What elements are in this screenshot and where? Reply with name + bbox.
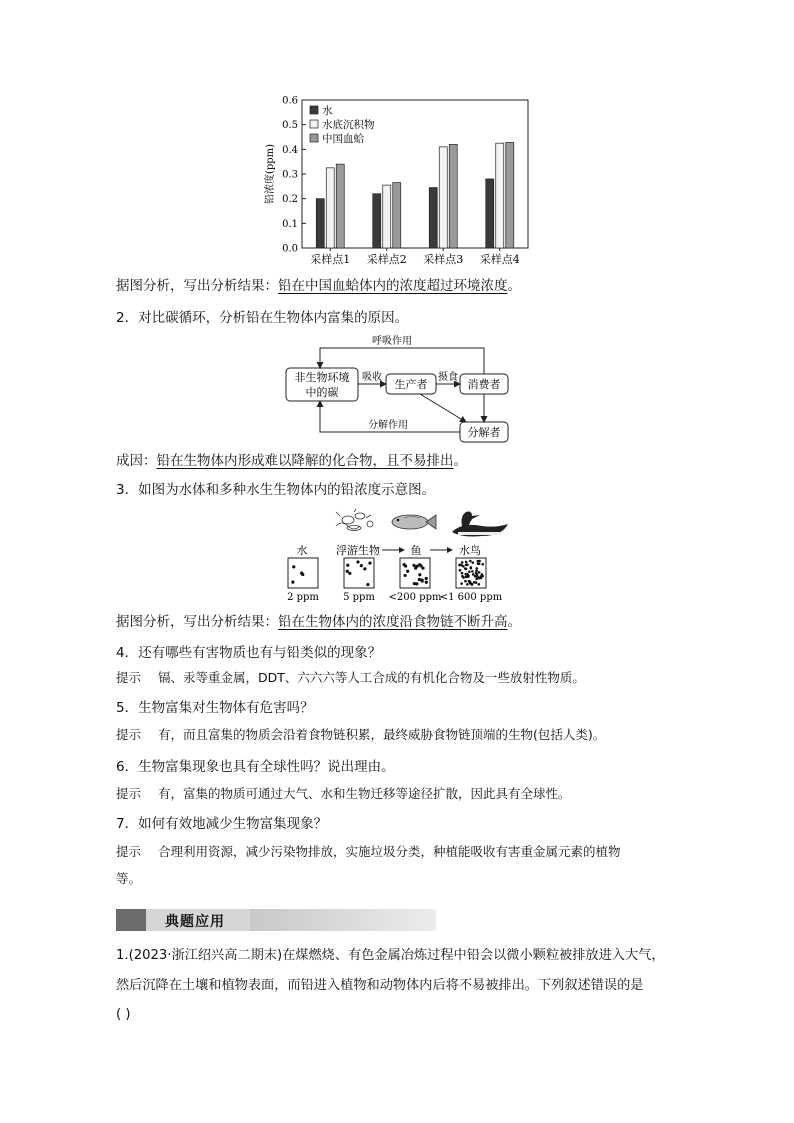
- lead-dot: [419, 564, 422, 567]
- result3-answer: 铅在生物体内的浓度沿食物链不断升高: [278, 614, 508, 630]
- lead-dot: [476, 560, 479, 563]
- fish-icon: [392, 515, 436, 529]
- bar: [449, 144, 457, 248]
- lead-dot: [418, 578, 421, 581]
- bar: [486, 179, 494, 248]
- problem-1-line-2: 然后沉降在土壤和植物表面，而铅进入植物和动物体内后将不易被排出。下列叙述错误的是: [116, 978, 644, 993]
- lead-dot: [460, 582, 463, 585]
- lead-dot: [464, 567, 467, 570]
- answer-4-text: 镉、汞等重金属，DDT、六六六等人工合成的有机化合物及一些放射性物质。: [158, 670, 585, 685]
- problem-1-line-1: 1.(2023·浙江绍兴高二期末)在煤燃烧、有色金属冶炼过程中铅会以微小颗粒被排放进入大气，: [116, 948, 665, 963]
- fish-label: 鱼: [410, 544, 422, 557]
- lead-concentration-chart: [260, 92, 540, 272]
- bar: [316, 199, 324, 248]
- answer-5: [116, 726, 605, 744]
- bar: [506, 142, 514, 248]
- bar: [336, 164, 344, 248]
- abiotic-label-1: 非生物环境: [294, 371, 350, 384]
- y-tick-label: 0.0: [282, 243, 298, 255]
- x-tick-label: 采样点1: [310, 253, 351, 266]
- section-title: 典题应用: [165, 914, 225, 930]
- y-tick-label: 0.3: [282, 169, 298, 181]
- cause-answer: 铅在生物体内形成难以降解的化合物，且不易排出: [156, 453, 454, 469]
- lead-dot: [461, 572, 464, 575]
- plankton-icon: [336, 509, 373, 531]
- legend-swatch: [310, 120, 318, 128]
- answer-5-text: 有，而且富集的物质会沿着食物链积累，最终威胁食物链顶端的生物(包括人类)。: [158, 727, 606, 742]
- lead-dot: [366, 583, 369, 586]
- lead-dot: [469, 560, 472, 563]
- y-tick-label: 0.2: [282, 194, 298, 206]
- lead-dot: [291, 580, 294, 583]
- hint-label: 提示: [116, 727, 142, 742]
- lead-dot: [348, 572, 351, 575]
- bar: [393, 183, 401, 248]
- bar: [429, 188, 437, 248]
- result3-line: [116, 613, 521, 631]
- producer-label: 生产者: [394, 378, 428, 391]
- hint-label: 提示: [116, 786, 142, 801]
- lead-dot: [478, 571, 481, 574]
- lead-dot: [478, 583, 481, 586]
- bar: [383, 185, 391, 248]
- lead-dot: [465, 561, 468, 564]
- lead-dot: [368, 561, 371, 564]
- lead-dot: [406, 570, 409, 573]
- lead-dot: [425, 577, 428, 580]
- lead-dot: [360, 564, 363, 567]
- lead-dot: [476, 573, 479, 576]
- result1-prefix: 据图分析，写出分析结果：: [116, 278, 278, 294]
- legend-label: 水: [322, 105, 333, 117]
- waterbird-icon: [452, 512, 508, 537]
- hint-label: 提示: [116, 670, 142, 685]
- question-3: 3．如图为水体和多种水生生物体内的铅浓度示意图。: [116, 482, 436, 498]
- decomposer-label: 分解者: [467, 426, 501, 439]
- lead-dot: [470, 566, 473, 569]
- plankton-ppm: 5 ppm: [343, 592, 375, 603]
- bar: [496, 143, 504, 248]
- lead-dot: [300, 572, 303, 575]
- respiration-label: 呼吸作用: [372, 336, 412, 347]
- decomposition-label: 分解作用: [368, 420, 408, 431]
- answer-7-text: 合理利用资源，减少污染物排放，实施垃圾分类，种植能吸收有害重金属元素的植物: [158, 844, 621, 859]
- lead-dot: [473, 581, 476, 584]
- lead-dot: [412, 564, 415, 567]
- lead-dot: [468, 570, 471, 573]
- plankton-label: 浮游生物: [336, 544, 380, 557]
- lead-dot: [476, 567, 479, 570]
- y-tick-label: 0.4: [282, 144, 298, 156]
- result1-answer: 铅在中国血蛤体内的浓度超过环境浓度: [278, 278, 508, 294]
- question-7: 7．如何有效地减少生物富集现象？: [116, 816, 328, 832]
- lead-dot: [478, 562, 481, 565]
- carbon-cycle-diagram: [280, 330, 520, 445]
- lead-dot: [472, 573, 475, 576]
- lead-dot: [462, 565, 465, 568]
- lead-dot: [462, 576, 465, 579]
- question-6: 6．生物富集现象也具有全球性吗？说出理由。: [116, 759, 395, 775]
- lead-dot: [416, 565, 419, 568]
- lead-dot: [465, 563, 468, 566]
- x-tick-label: 采样点3: [423, 253, 464, 266]
- cause-prefix: 成因：: [116, 453, 157, 469]
- lead-dot: [292, 565, 295, 568]
- lead-dot: [346, 564, 349, 567]
- lead-dot: [478, 577, 481, 580]
- legend-label: 中国血蛤: [322, 133, 364, 145]
- water-label: 水: [296, 544, 308, 557]
- result3-suffix: 。: [507, 614, 521, 630]
- answer-6-text: 有，富集的物质可通过大气、水和生物迁移等途径扩散，因此具有全球性。: [158, 786, 571, 801]
- absorption-label: 吸收: [362, 372, 382, 383]
- y-tick-label: 0.5: [282, 120, 298, 132]
- answer-6: [116, 785, 571, 803]
- waterbird-ppm: <1 600 ppm: [439, 592, 503, 603]
- lead-dot: [464, 580, 467, 583]
- lead-dot: [458, 564, 461, 567]
- lead-dot: [420, 579, 423, 582]
- consumer-label: 消费者: [467, 378, 501, 391]
- answer-7-cont: 等。: [116, 871, 142, 886]
- legend-swatch: [310, 106, 318, 114]
- lead-dot: [464, 573, 467, 576]
- lead-dot: [346, 570, 349, 573]
- lead-dot: [471, 570, 474, 573]
- producer-to-decomposer-arrow: [420, 394, 466, 422]
- water-ppm: 2 ppm: [287, 592, 319, 603]
- answer-4: [116, 669, 585, 687]
- result1-suffix: 。: [507, 278, 521, 294]
- y-tick-label: 0.1: [282, 218, 298, 230]
- ingestion-label: 摄食: [438, 372, 458, 383]
- result1-line: [116, 277, 521, 295]
- lead-dot: [461, 561, 464, 564]
- hint-label: 提示: [116, 844, 142, 859]
- lead-dot: [404, 564, 407, 567]
- bar: [326, 168, 334, 248]
- lead-dot: [474, 575, 477, 578]
- lead-dot: [469, 582, 472, 585]
- problem-1-answer-blank: ( ): [116, 1007, 131, 1022]
- bar: [439, 147, 447, 248]
- x-tick-label: 采样点2: [366, 253, 407, 266]
- cause-line: [116, 452, 467, 470]
- lead-dot: [466, 583, 469, 586]
- legend-swatch: [310, 134, 318, 142]
- legend-label: 水底沉积物: [322, 119, 375, 131]
- lead-dot: [425, 581, 428, 584]
- result3-prefix: 据图分析，写出分析结果：: [116, 614, 278, 630]
- lead-dot: [418, 573, 421, 576]
- y-axis-label: 铅浓度(ppm): [265, 143, 276, 205]
- lead-dot: [363, 567, 366, 570]
- bar: [373, 194, 381, 248]
- lead-dot: [481, 563, 484, 566]
- x-tick-label: 采样点4: [479, 253, 520, 266]
- lead-dot: [415, 582, 418, 585]
- y-tick-label: 0.6: [282, 95, 298, 107]
- lead-dot: [459, 569, 462, 572]
- fish-ppm: <200 ppm: [388, 592, 442, 603]
- question-2: 2．对比碳循环，分析铅在生物体内富集的原因。: [116, 310, 409, 326]
- question-4: 4．还有哪些有害物质也有与铅类似的现象？: [116, 645, 382, 661]
- abiotic-label-2: 中的碳: [305, 386, 339, 399]
- question-5: 5．生物富集对生物体有危害吗？: [116, 700, 314, 716]
- lead-dot: [356, 560, 359, 563]
- lead-dot: [404, 574, 407, 577]
- waterbird-label: 水鸟: [459, 544, 481, 557]
- lead-dot: [475, 570, 478, 573]
- lead-food-chain-diagram: [280, 508, 520, 604]
- lead-dot: [471, 561, 474, 564]
- cause-suffix: 。: [453, 453, 467, 469]
- lead-dot: [475, 578, 478, 581]
- answer-7: [116, 843, 621, 861]
